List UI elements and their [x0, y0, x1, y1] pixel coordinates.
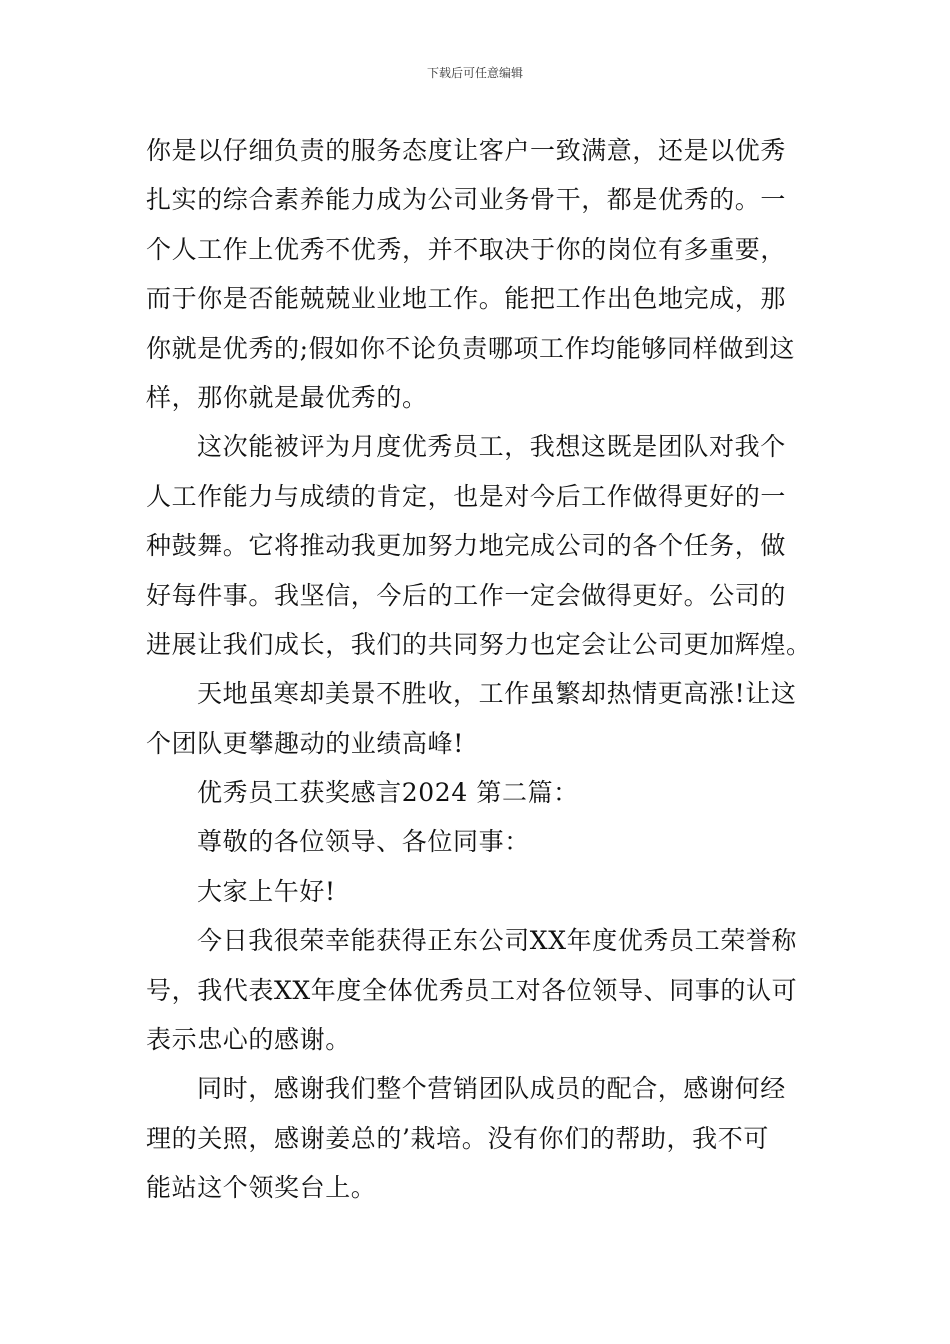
text-line: 这次能被评为月度优秀员工，我想这既是团队对我个 — [197, 432, 786, 462]
text-line: 你就是优秀的;假如你不论负责哪项工作均能够同样做到这 — [146, 333, 796, 363]
text-line: 扎实的综合素养能力成为公司业务骨干，都是优秀的。一 — [146, 185, 787, 215]
text-line: 进展让我们成长，我们的共同努力也定会让公司更加辉煌。 — [146, 629, 812, 659]
text-line: 能站这个领奖台上。 — [146, 1173, 377, 1203]
text-line: 个人工作上优秀不优秀，并不取决于你的岗位有多重要， — [146, 234, 787, 264]
salutation: 尊敬的各位领导、各位同事： — [197, 827, 530, 857]
text-line: 号，我代表XX年度全体优秀员工对各位领导、同事的认可 — [146, 975, 798, 1005]
greeting: 大家上午好! — [197, 876, 336, 906]
text-line: 种鼓舞。它将推动我更加努力地完成公司的各个任务，做 — [146, 531, 787, 561]
text-line: 你是以仔细负责的服务态度让客户一致满意，还是以优秀 — [146, 136, 787, 165]
text-line: 天地虽寒却美景不胜收，工作虽繁却热情更高涨!让这 — [197, 679, 797, 709]
text-line: 而于你是否能兢兢业业地工作。能把工作出色地完成，那 — [146, 284, 787, 314]
text-line: 人工作能力与成绩的肯定，也是对今后工作做得更好的一 — [146, 481, 787, 511]
text-line: 样，那你就是最优秀的。 — [146, 382, 428, 412]
text-line: 好每件事。我坚信，今后的工作一定会做得更好。公司的 — [146, 580, 787, 610]
section-heading: 优秀员工获奖感言2024 第二篇： — [197, 778, 579, 808]
text-line: 今日我很荣幸能获得正东公司XX年度优秀员工荣誉称 — [197, 926, 797, 956]
text-line: 同时，感谢我们整个营销团队成员的配合，感谢何经 — [197, 1074, 786, 1104]
text-line: 理的关照，感谢姜总的’栽培。没有你们的帮助，我不可 — [146, 1123, 769, 1153]
page-header: 下载后可任意编辑 — [426, 66, 523, 80]
text-line: 表示忠心的感谢。 — [146, 1025, 351, 1055]
document-body — [146, 126, 812, 1213]
text-line: 个团队更攀趣动的业绩高峰! — [146, 728, 464, 758]
